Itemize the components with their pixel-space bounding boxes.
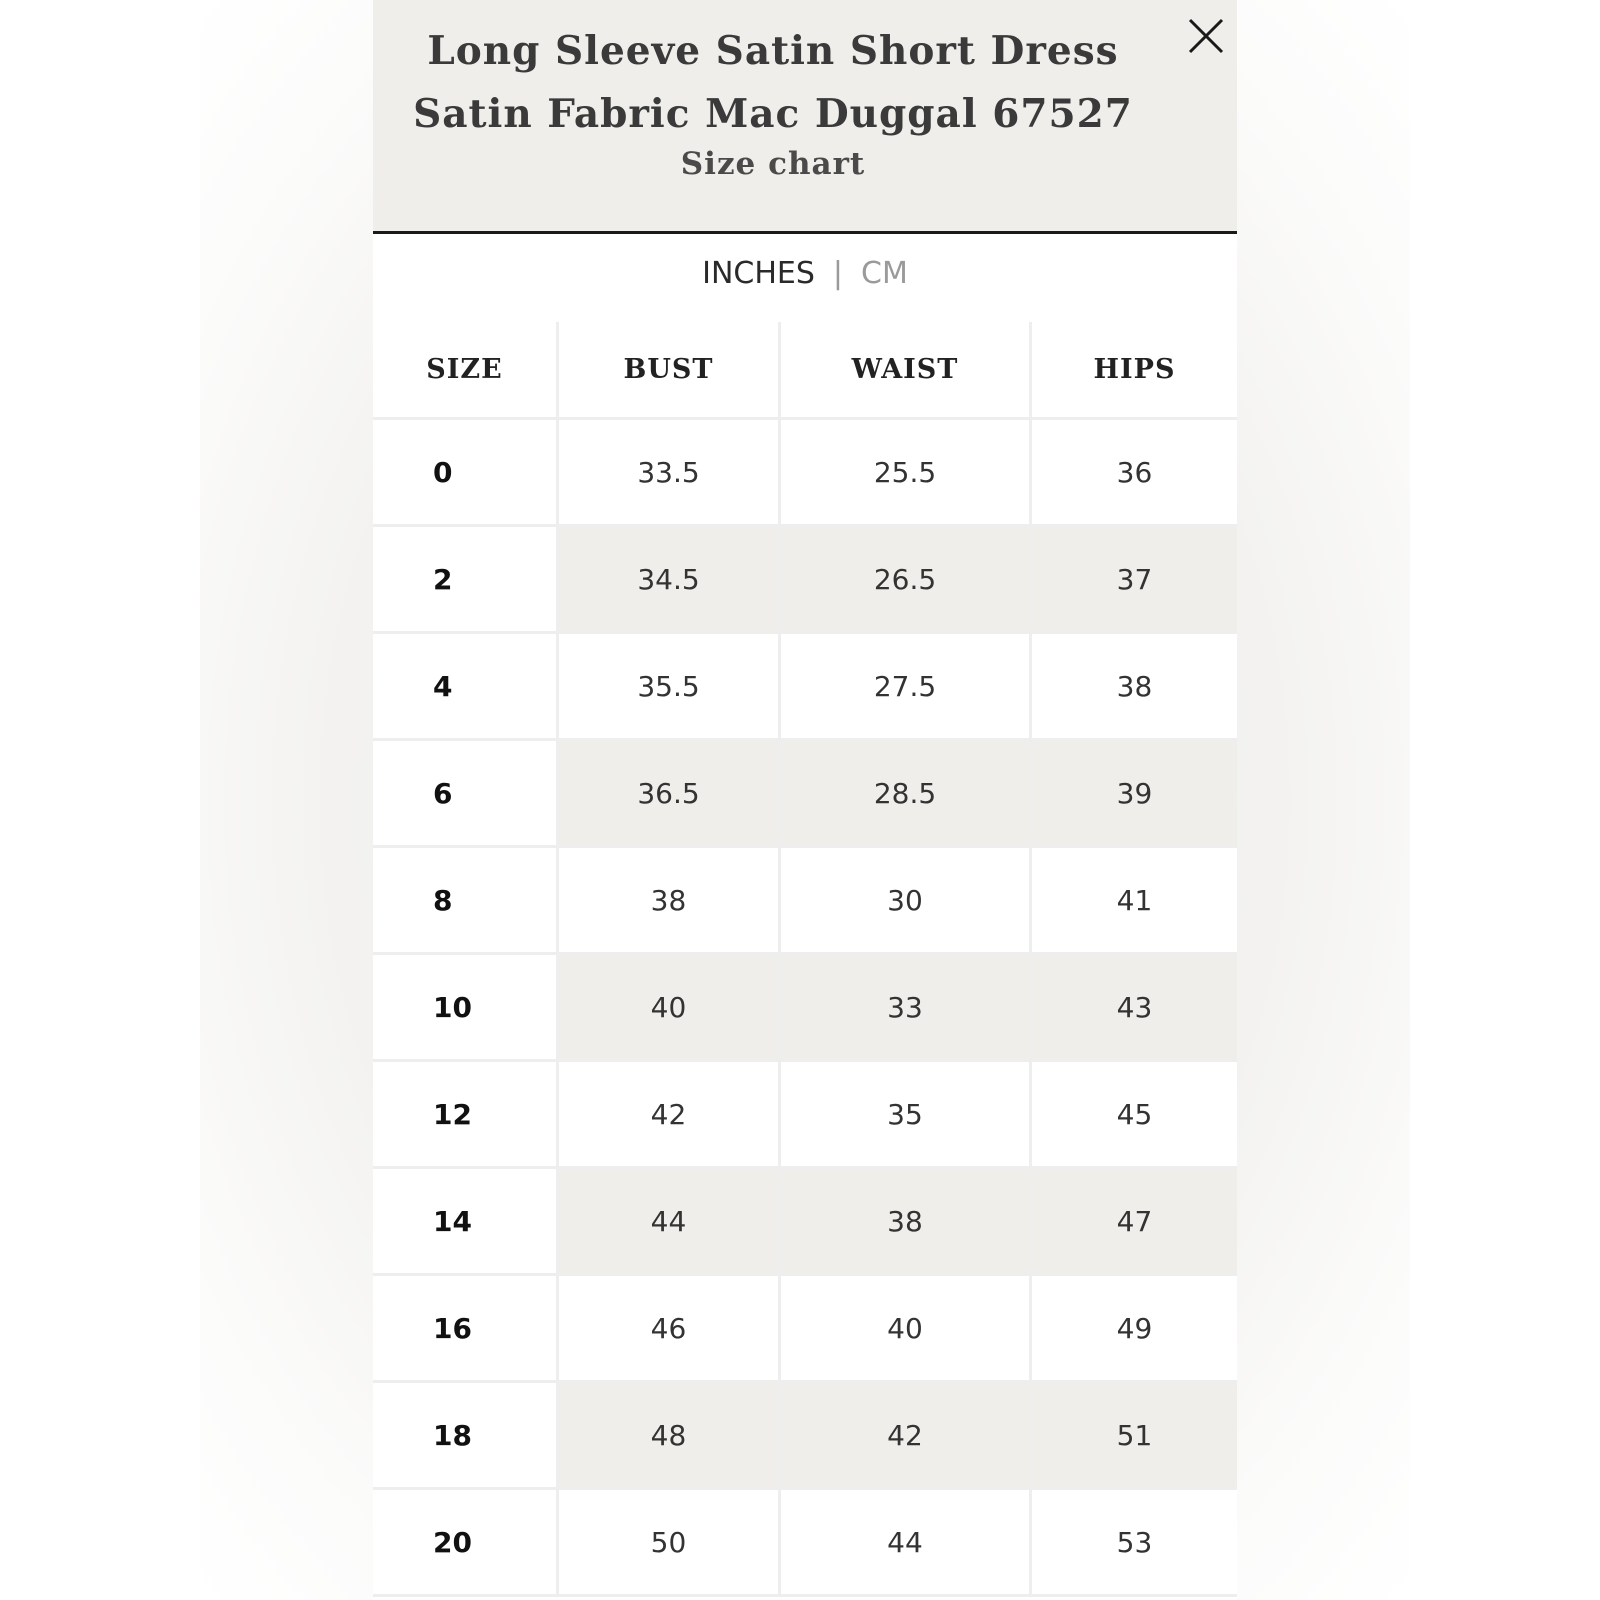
unit-cm-tab[interactable]: CM (861, 256, 908, 291)
bust-cell: 35.5 (559, 634, 781, 741)
waist-cell: 28.5 (781, 741, 1032, 848)
header-waist: WAIST (781, 322, 1032, 420)
unit-separator: | (832, 256, 844, 291)
table-row (373, 527, 1237, 634)
hips-cell: 43 (1032, 955, 1237, 1062)
hips-cell: 53 (1032, 1490, 1237, 1597)
hips-cell: 38 (1032, 634, 1237, 741)
hips-cell: 41 (1032, 848, 1237, 955)
waist-cell: 44 (781, 1490, 1032, 1597)
close-icon (1186, 16, 1226, 56)
waist-cell: 27.5 (781, 634, 1032, 741)
table-row (373, 1062, 1237, 1169)
table-row (373, 634, 1237, 741)
bust-cell: 50 (559, 1490, 781, 1597)
size-cell: 12 (373, 1062, 559, 1169)
size-chart-modal (373, 0, 1237, 1600)
waist-cell: 30 (781, 848, 1032, 955)
table-row (373, 1169, 1237, 1276)
table-row (373, 1490, 1237, 1597)
hips-cell: 45 (1032, 1062, 1237, 1169)
size-cell: 2 (373, 527, 559, 634)
hips-cell: 49 (1032, 1276, 1237, 1383)
waist-cell: 40 (781, 1276, 1032, 1383)
waist-cell: 35 (781, 1062, 1032, 1169)
table-row (373, 741, 1237, 848)
bust-cell: 36.5 (559, 741, 781, 848)
header-size: SIZE (373, 322, 559, 420)
waist-cell: 42 (781, 1383, 1032, 1490)
size-cell: 4 (373, 634, 559, 741)
size-cell: 6 (373, 741, 559, 848)
size-cell: 0 (373, 420, 559, 527)
modal-header (373, 0, 1237, 234)
table-row (373, 955, 1237, 1062)
header-hips: HIPS (1032, 322, 1237, 420)
modal-subtitle: Size chart (680, 146, 866, 182)
bust-cell: 46 (559, 1276, 781, 1383)
modal-title: Long Sleeve Satin Short Dress Satin Fabric Mac Duggal 67527 (413, 28, 1133, 137)
size-cell: 14 (373, 1169, 559, 1276)
header-bust: BUST (559, 322, 781, 420)
hips-cell: 36 (1032, 420, 1237, 527)
table-row (373, 420, 1237, 527)
bust-cell: 34.5 (559, 527, 781, 634)
waist-cell: 25.5 (781, 420, 1032, 527)
size-cell: 8 (373, 848, 559, 955)
waist-cell: 38 (781, 1169, 1032, 1276)
hips-cell: 37 (1032, 527, 1237, 634)
hips-cell: 39 (1032, 741, 1237, 848)
unit-toggle (373, 234, 1237, 322)
table-header-row (373, 322, 1237, 420)
unit-inches-tab[interactable]: INCHES (702, 256, 815, 291)
size-cell: 20 (373, 1490, 559, 1597)
hips-cell: 51 (1032, 1383, 1237, 1490)
bust-cell: 38 (559, 848, 781, 955)
bust-cell: 33.5 (559, 420, 781, 527)
size-cell: 10 (373, 955, 559, 1062)
table-row (373, 848, 1237, 955)
size-cell: 18 (373, 1383, 559, 1490)
bust-cell: 44 (559, 1169, 781, 1276)
size-cell: 16 (373, 1276, 559, 1383)
bust-cell: 42 (559, 1062, 781, 1169)
waist-cell: 26.5 (781, 527, 1032, 634)
close-button[interactable] (1186, 16, 1226, 56)
hips-cell: 47 (1032, 1169, 1237, 1276)
size-table (373, 322, 1237, 1597)
bust-cell: 40 (559, 955, 781, 1062)
table-row (373, 1276, 1237, 1383)
waist-cell: 33 (781, 955, 1032, 1062)
bust-cell: 48 (559, 1383, 781, 1490)
table-row (373, 1383, 1237, 1490)
